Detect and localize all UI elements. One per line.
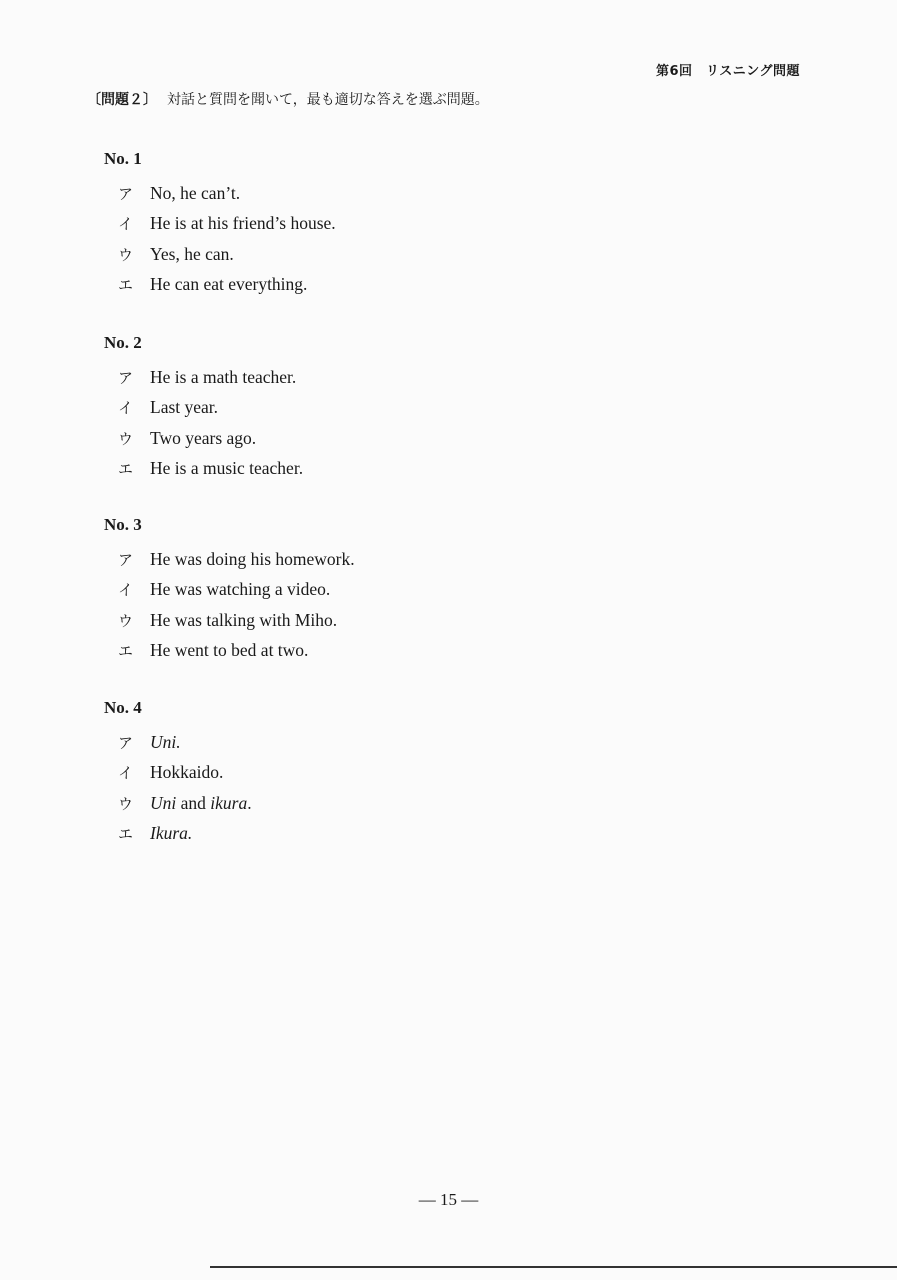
choice-text: Last year. (150, 397, 219, 418)
choice-i (118, 758, 252, 789)
choice-e (118, 819, 252, 850)
choice-text: Hokkaido. (150, 762, 224, 783)
choice-mark: ア (118, 550, 134, 569)
choice-text: He can eat everything. (150, 274, 308, 295)
choice-e (118, 454, 303, 485)
choice-text-part: . (247, 792, 252, 813)
choice-a (118, 544, 355, 575)
choice-mark: ウ (118, 794, 134, 813)
choice-text: No, he can’t. (150, 182, 241, 203)
choice-text: He went to bed at two. (150, 640, 309, 661)
choice-text: Yes, he can. (150, 243, 234, 264)
choice-mark: イ (118, 399, 134, 418)
choice-u (118, 788, 252, 819)
page-header: 第6回 リスニング問題 (655, 64, 800, 79)
question-label: No. 2 (104, 333, 142, 352)
choice-mark: エ (118, 642, 134, 661)
choice-a (118, 727, 252, 758)
choice-text (150, 793, 252, 814)
choice-i (118, 575, 355, 606)
question-label: No. 3 (104, 515, 142, 534)
page-number: ― 15 ― (418, 1190, 479, 1209)
choice-text: Uni. (150, 731, 181, 752)
question-label: No. 1 (104, 149, 142, 168)
choice-i (118, 393, 303, 424)
choice-mark: エ (118, 276, 134, 295)
choice-mark: エ (118, 825, 134, 844)
choice-mark: イ (118, 581, 134, 600)
choice-a (118, 178, 336, 209)
question-label: No. 4 (104, 698, 142, 717)
choice-mark: ア (118, 184, 134, 203)
question-3 (104, 514, 355, 666)
question-4 (104, 697, 252, 849)
choice-mark: ア (118, 733, 134, 752)
choice-mark: エ (118, 460, 134, 479)
choice-mark: ウ (118, 245, 134, 264)
choice-text: He was talking with Miho. (150, 609, 338, 630)
page-edge-line (210, 1266, 897, 1268)
choice-a (118, 362, 303, 393)
choice-e (118, 636, 355, 667)
choice-text: He is at his friend’s house. (150, 213, 336, 234)
choice-u (118, 239, 336, 270)
choice-u (118, 605, 355, 636)
instruction (87, 89, 489, 109)
choice-text-part: and (176, 792, 211, 813)
choice-mark: イ (118, 215, 134, 234)
instruction-text: 対話と質問を聞いて，最も適切な答えを選ぶ問題。 (167, 92, 489, 108)
choice-text: He is a math teacher. (150, 366, 297, 387)
choice-mark: ウ (118, 429, 134, 448)
choice-mark: ウ (118, 611, 134, 630)
choice-text: He is a music teacher. (150, 458, 304, 479)
choice-text: Ikura. (150, 823, 193, 844)
choice-mark: イ (118, 764, 134, 783)
question-2 (104, 332, 303, 484)
choice-text: Two years ago. (150, 427, 257, 448)
choice-text-part: Uni (150, 792, 177, 813)
choice-mark: ア (118, 368, 134, 387)
question-1 (104, 148, 336, 300)
problem-tag: 〔問題２〕 (87, 92, 157, 108)
choice-i (118, 209, 336, 240)
choice-u (118, 423, 303, 454)
choice-text-part: ikura (210, 792, 248, 813)
choice-e (118, 270, 336, 301)
choice-text: He was watching a video. (150, 579, 331, 600)
choice-text: He was doing his homework. (150, 548, 355, 569)
